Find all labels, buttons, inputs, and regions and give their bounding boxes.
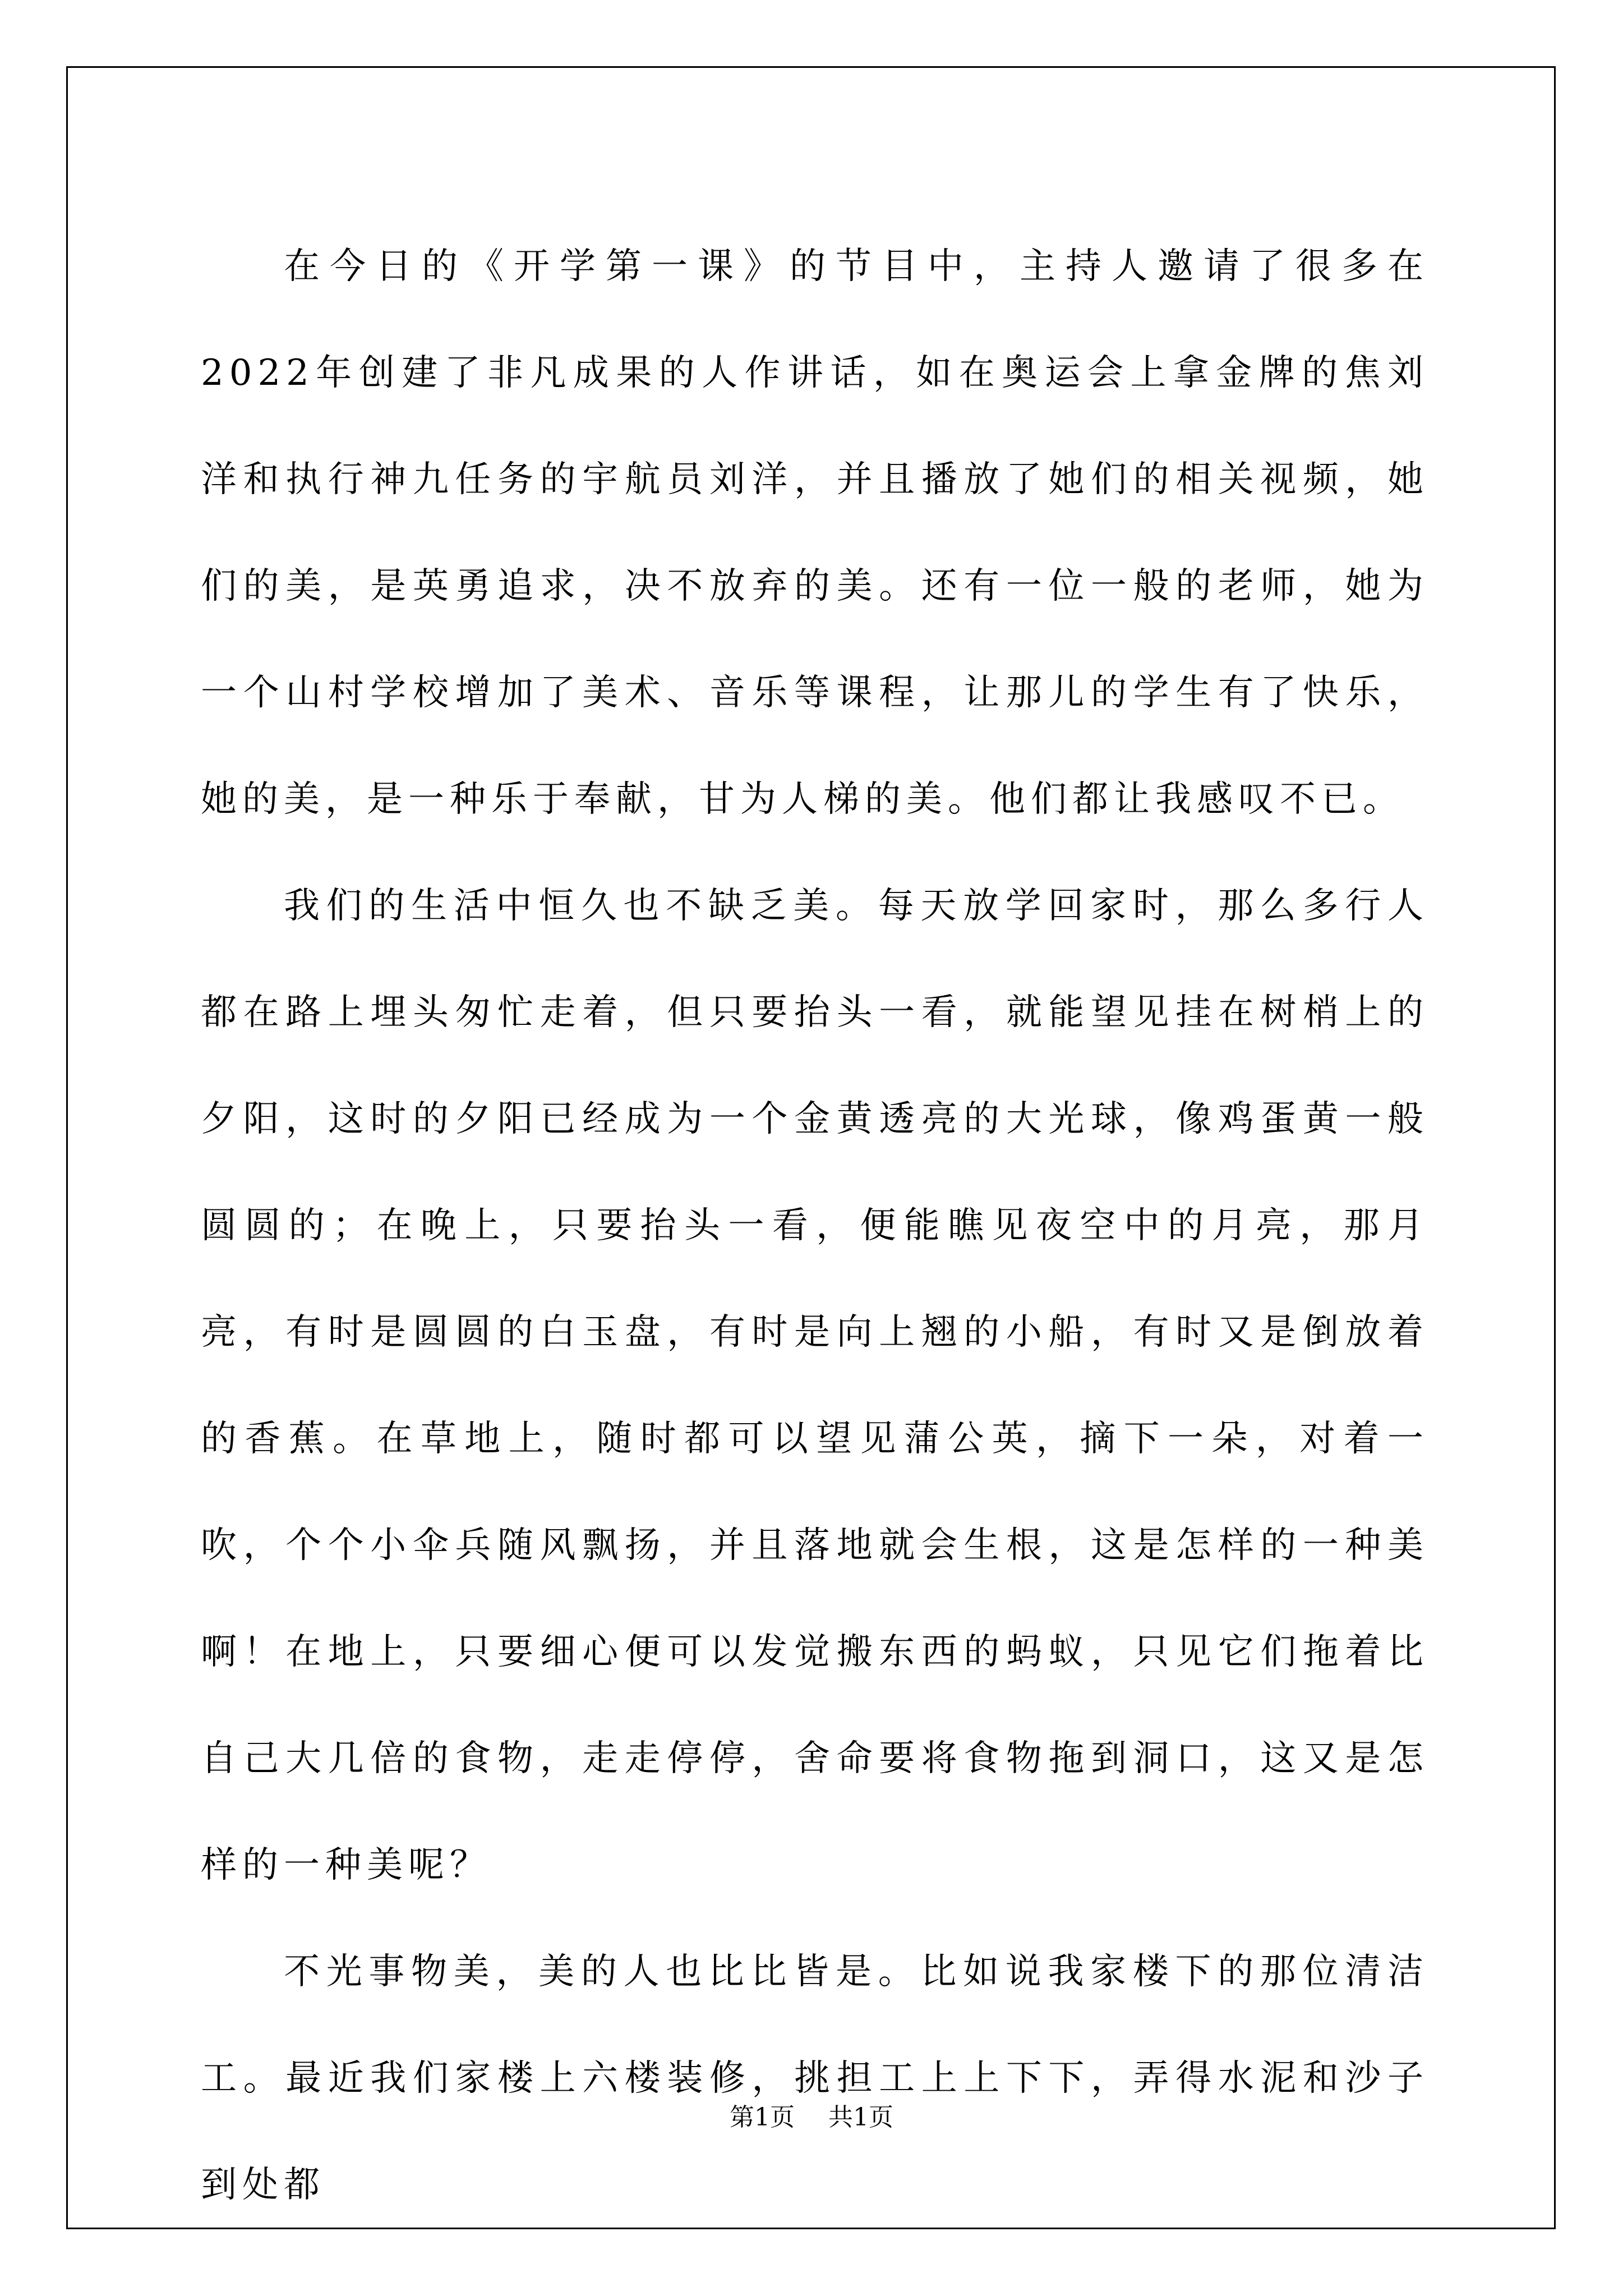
paragraph-3: 不光事物美，美的人也比比皆是。比如说我家楼下的那位清洁工。最近我们家楼上六楼装修，挑担工上上下下，弄得水泥和沙子到处都: [201, 1951, 1429, 2206]
page-total: 共1页: [828, 2103, 893, 2132]
page-footer: [0, 2101, 1623, 2134]
page-number: 第1页: [730, 2103, 795, 2132]
document-body: [201, 213, 1429, 2238]
paragraph-2: 我们的生活中恒久也不缺乏美。每天放学回家时，那么多行人都在路上埋头匆忙走着，但只要抬头一看，就能望见挂在树梢上的夕阳，这时的夕阳已经成为一个金黄透亮的大光球，像鸡蛋黄一般圆圆的；在晚上，只要抬头一看，便能瞧见夜空中的月亮，那月亮，有时是圆圆的白玉盘，有时是向上翘的小船，有时又是倒放着的香蕉。在草地上，随时都可以望见蒲公英，摘下一朵，对着一吹，个个小伞兵随风飘扬，并且落地就会生根，这是怎样的一种美啊！在地上，只要细心便可以发觉搬东西的蚂蚁，只见它们拖着比自己大几倍的食物，走走停停，舍命要将食物拖到洞口，这又是怎样的一种美呢？: [201, 885, 1429, 1886]
paragraph-1: 在今日的《开学第一课》的节目中，主持人邀请了很多在2022年创建了非凡成果的人作讲话，如在奥运会上拿金牌的焦刘洋和执行神九任务的宇航员刘洋，并且播放了她们的相关视频，她们的美，是英勇追求，决不放弃的美。还有一位一般的老师，她为一个山村学校增加了美术、音乐等课程，让那儿的学生有了快乐，她的美，是一种乐于奉献，甘为人梯的美。他们都让我感叹不已。: [201, 246, 1429, 820]
